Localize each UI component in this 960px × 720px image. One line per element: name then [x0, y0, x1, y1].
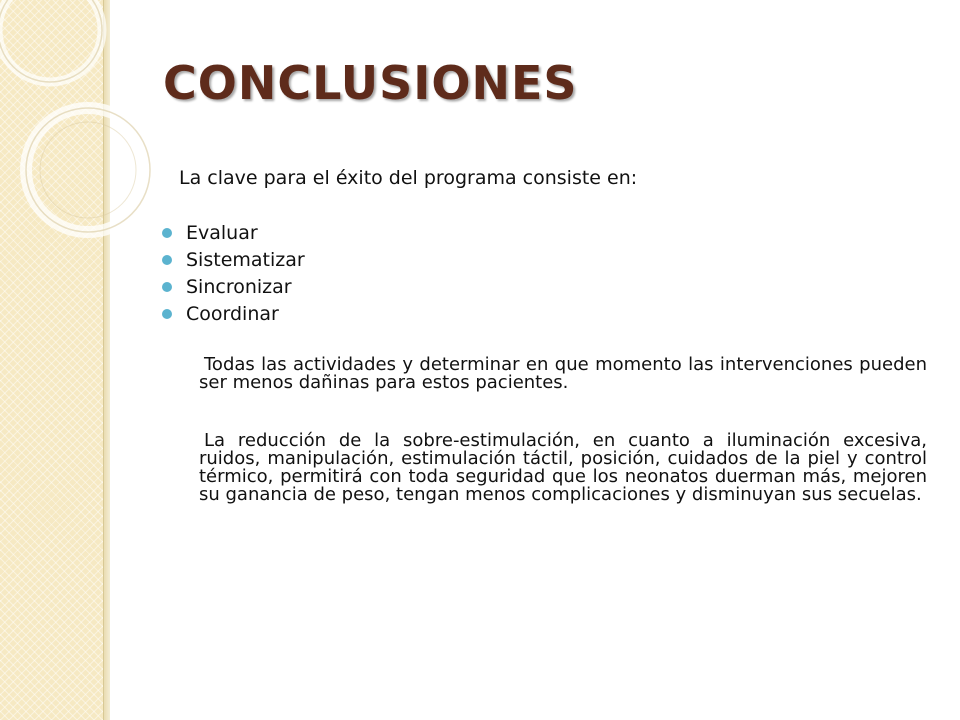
slide-title: CONCLUSIONES: [163, 56, 578, 110]
bullet-dot-icon: [162, 255, 172, 265]
bullet-label: Coordinar: [186, 302, 279, 325]
bullet-label: Evaluar: [186, 221, 258, 244]
bullet-item: [162, 246, 305, 273]
bullet-label: Sincronizar: [186, 275, 292, 298]
bullet-dot-icon: [162, 282, 172, 292]
bullet-item: [162, 219, 305, 246]
bullet-item: [162, 273, 305, 300]
bullet-dot-icon: [162, 309, 172, 319]
bullet-list: [162, 219, 305, 327]
bullet-item: [162, 300, 305, 327]
paragraph-activities: Todas las actividades y determinar en que momento las intervenciones pueden ser menos dañinas para estos pacientes.: [199, 354, 927, 393]
bullet-dot-icon: [162, 228, 172, 238]
intro-text: La clave para el éxito del programa consiste en:: [179, 167, 638, 189]
bullet-label: Sistematizar: [186, 248, 305, 271]
paragraph-stimulation: La reducción de la sobre-estimulación, en cuanto a iluminación excesiva, ruidos, manipulación, estimulación táctil, posición, cuidados de la piel y control térmico, permitirá con toda seguridad que los neonatos duerman más, mejoren su ganancia de peso, tengan menos complicaciones y disminuyan sus secuelas.: [199, 430, 927, 505]
decorative-rings: [0, 0, 170, 250]
